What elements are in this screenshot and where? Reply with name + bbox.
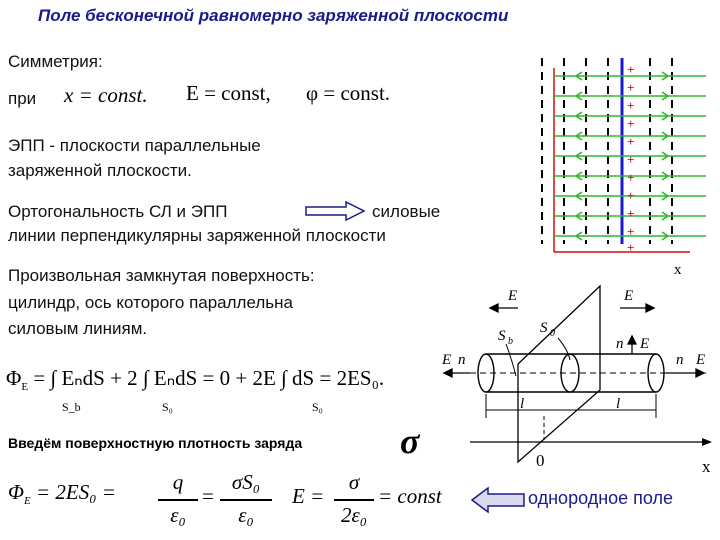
surface-text-line2: цилиндр, ось которого параллельна xyxy=(8,293,293,312)
orth-text-left: Ортогональность СЛ и ЭПП xyxy=(8,202,228,221)
plus-charge: + xyxy=(627,188,635,203)
surface-text-line1: Произвольная замкнутая поверхность: xyxy=(8,266,315,285)
axis-label-x: x xyxy=(674,262,682,278)
surface-text-line3: силовым линиям. xyxy=(8,319,148,338)
sb-pointer xyxy=(506,344,516,376)
flux-sub1: S_b xyxy=(62,400,81,414)
bottom-eq: = xyxy=(202,484,214,508)
plus-charge: + xyxy=(627,240,635,255)
symmetry-prefix: при xyxy=(8,89,37,108)
charges xyxy=(627,62,634,255)
plane-field-diagram xyxy=(530,52,710,278)
label-n-left: n xyxy=(458,352,466,368)
label-E-mid: E xyxy=(640,336,650,352)
bottom-part4: = const xyxy=(378,484,442,508)
label-axis-x: x xyxy=(702,457,711,476)
flux-lhs-sub: E xyxy=(21,381,29,394)
frac2-num: σS₀ xyxy=(231,470,261,494)
plus-charge: + xyxy=(627,134,635,149)
bottom-part2: = 2ES₀ = xyxy=(35,480,116,504)
uniform-field-arrow-icon xyxy=(470,485,526,515)
symmetry-label: Симметрия: xyxy=(8,52,103,71)
arrow-up-head-icon xyxy=(628,336,636,344)
plus-charge: + xyxy=(627,80,635,95)
epp-text-line2: заряженной плоскости. xyxy=(8,161,192,180)
label-E-left: E xyxy=(442,352,452,368)
flux-body: = ∫ EₙdS + 2 ∫ EₙdS = 0 + 2E ∫ dS = 2ES₀. xyxy=(33,366,385,390)
label-n-mid: n xyxy=(616,336,624,352)
bottom-phi: Φ xyxy=(8,480,24,504)
bottom-part3: E = xyxy=(292,484,325,508)
frac1-num: q xyxy=(172,470,184,494)
arrow-right-head-icon xyxy=(696,369,704,377)
flux-lhs: Φ xyxy=(6,366,22,390)
orth-arrow-icon xyxy=(304,201,368,221)
plus-charge: + xyxy=(627,170,635,185)
arrow-top-right-head-icon xyxy=(646,304,654,312)
label-l-right: l xyxy=(616,396,621,412)
bottom-formula-part1 xyxy=(8,480,116,507)
arrow-left-head-icon xyxy=(444,369,452,377)
frac3-num: σ xyxy=(348,470,360,494)
label-Sb: S xyxy=(498,328,506,344)
frac3-den: 2ε₀ xyxy=(340,503,368,527)
plus-charge: + xyxy=(627,224,635,239)
label-E-top-right: E xyxy=(624,288,634,304)
epp-text-line1: ЭПП - плоскости параллельные xyxy=(8,136,261,155)
plus-charge: + xyxy=(627,152,635,167)
sigma-symbol: σ xyxy=(400,421,420,461)
plus-charge: + xyxy=(627,98,635,113)
symmetry-math-x: x = const. xyxy=(64,83,148,107)
flux-sub2: S₀ xyxy=(162,400,173,414)
page-title: Поле бесконечной равномерно заряженной плоскости xyxy=(38,6,509,25)
label-S0: S xyxy=(540,320,548,336)
flux-sub3: S₀ xyxy=(312,400,323,414)
label-Sb-sub: b xyxy=(508,336,513,347)
bottom-phi-sub: E xyxy=(24,495,31,508)
surface-density-text: Введём поверхностную плотность заряда xyxy=(8,435,303,451)
label-S0-sub: 0 xyxy=(550,328,555,339)
uniform-field-label: однородное поле xyxy=(528,488,674,508)
x-axis-head-icon xyxy=(702,438,712,446)
label-E-right: E xyxy=(696,352,706,368)
plus-charge: + xyxy=(627,62,635,77)
orth-text-line2: линии перпендикулярны заряженной плоскости xyxy=(8,226,386,245)
plus-charge: + xyxy=(627,116,635,131)
frac3-bar xyxy=(334,499,374,501)
symmetry-math-phi: φ = const. xyxy=(306,81,391,105)
arrow-top-left-head-icon xyxy=(490,304,498,312)
orth-text-right: силовые xyxy=(372,202,441,221)
flux-formula xyxy=(6,366,384,393)
label-l-left: l xyxy=(520,396,525,412)
symmetry-math-e: E = const, xyxy=(186,81,271,105)
plus-charge: + xyxy=(627,206,635,221)
frac2-den: ε₀ xyxy=(238,503,254,527)
frac2-bar xyxy=(220,499,272,501)
charged-plane-slab xyxy=(518,286,600,462)
label-n-right: n xyxy=(676,352,684,368)
label-origin: 0 xyxy=(536,451,545,470)
cylinder-diagram xyxy=(440,280,718,476)
label-E-top-left: E xyxy=(508,288,518,304)
frac1-bar xyxy=(158,499,198,501)
frac1-den: ε₀ xyxy=(170,503,186,527)
